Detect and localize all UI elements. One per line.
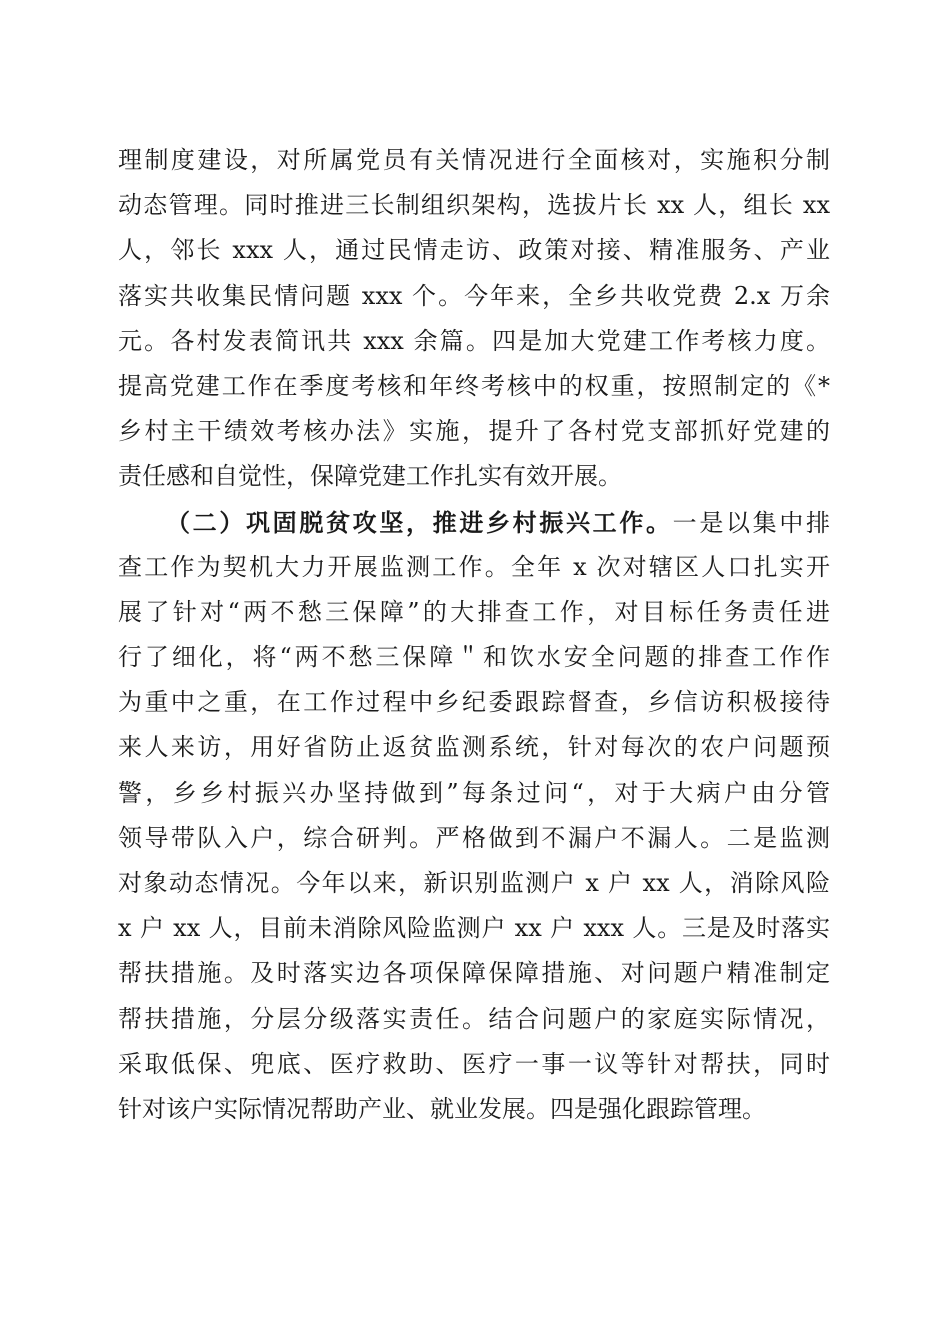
text-line: 落实共收集民情问题 xxx 个。今年来，全乡共收党费 2.x 万余 [118, 281, 830, 310]
text-line: 来人来访，用好省防止返贫监测系统，针对每次的农户问题预 [118, 733, 830, 762]
text-line: x 户 xx 人，目前未消除风险监测户 xx 户 xxx 人。三是及时落实 [118, 914, 830, 943]
text-line: 元。各村发表简讯共 xxx 余篇。四是加大党建工作考核力度。 [118, 326, 830, 355]
text-line: 帮扶措施。及时落实边各项保障保障措施、对问题户精准制定 [118, 959, 830, 988]
text-line: 对象动态情况。今年以来，新识别监测户 x 户 xx 人，消除风险 [118, 869, 830, 897]
text-line: 领导带队入户，综合研判。严格做到不漏户不漏人。二是监测 [118, 823, 830, 852]
text-line: 提高党建工作在季度考核和年终考核中的权重，按照制定的《* [118, 371, 830, 400]
text-line: 采取低保、兜底、医疗救助、医疗一事一议等针对帮扶，同时 [118, 1049, 830, 1078]
text-line-first [118, 500, 830, 545]
text-line: 人，邻长 xxx 人，通过民情走访、政策对接、精准服务、产业 [118, 236, 830, 265]
text-line: 动态管理。同时推进三长制组织架构，选拔片长 xx 人，组长 xx [118, 191, 830, 220]
text-line: 警，乡乡村振兴办坚持做到”每条过问“，对于大病户由分管 [118, 778, 830, 807]
text-line: 帮扶措施，分层分级落实责任。结合问题户的家庭实际情况， [118, 1004, 830, 1033]
section-heading: （二）巩固脱贫攻坚，推进乡村振兴工作。 [166, 507, 673, 537]
paragraph-party-building [118, 138, 830, 500]
paragraph-rural-revitalization [118, 500, 830, 1133]
text-line: 乡村主干绩效考核办法》实施，提升了各村党支部抓好党建的 [118, 417, 830, 446]
text-line: 行了细化，将“两不愁三保障＂和饮水安全问题的排查工作作 [118, 643, 830, 672]
text-run: 一是以集中排 [672, 508, 830, 537]
text-line: 针对该户实际情况帮助产业、就业发展。四是强化跟踪管理。 [118, 1094, 766, 1123]
text-line: 查工作为契机大力开展监测工作。全年 x 次对辖区人口扎实开 [118, 552, 830, 581]
text-line: 为重中之重，在工作过程中乡纪委跟踪督查，乡信访积极接待 [118, 688, 830, 717]
body-text [118, 138, 830, 1132]
text-line: 展了针对“两不愁三保障”的大排查工作，对目标任务责任进 [118, 597, 830, 626]
text-line: 责任感和自觉性，保障党建工作扎实有效开展。 [118, 462, 622, 491]
text-line: 理制度建设，对所属党员有关情况进行全面核对，实施积分制 [118, 146, 830, 174]
